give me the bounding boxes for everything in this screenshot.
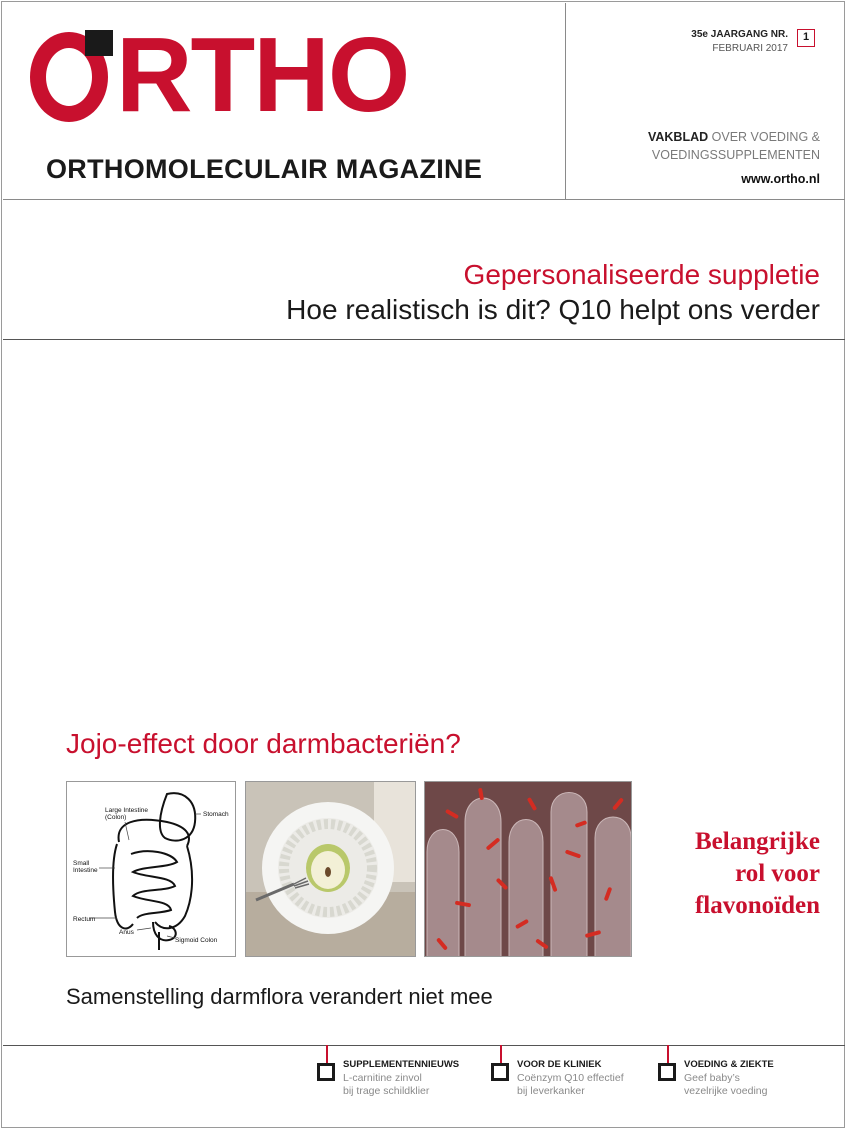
logo-black-square xyxy=(85,30,113,56)
teaser-category: SUPPLEMENTENNIEUWS xyxy=(343,1059,460,1070)
headline-subtitle: Hoe realistisch is dit? Q10 helpt ons verder xyxy=(286,294,820,325)
tagline-line2: VOEDINGSSUPPLEMENTEN xyxy=(651,148,820,162)
digestive-system-diagram xyxy=(66,781,236,957)
square-bullet-icon xyxy=(491,1063,509,1081)
tagline xyxy=(648,128,820,188)
teaser-line1: Geef baby’s xyxy=(684,1072,740,1084)
issue-date: FEBRUARI 2017 xyxy=(712,43,788,54)
feature-title: Jojo-effect door darmbacteriën? xyxy=(66,728,461,759)
website-link[interactable]: www.ortho.nl xyxy=(741,172,820,186)
label-large-intestine: Large Intestine xyxy=(105,807,149,814)
teaser-tick-line xyxy=(500,1045,502,1063)
teaser-category: VOEDING & ZIEKTE xyxy=(684,1059,774,1070)
tagline-line1: OVER VOEDING & xyxy=(708,130,820,144)
header-vertical-divider xyxy=(565,3,566,199)
side-note-flavonoiden xyxy=(695,826,820,922)
label-intestine: Intestine xyxy=(73,867,98,874)
tagline-bold: VAKBLAD xyxy=(647,130,709,144)
issue-edition: 35e JAARGANG NR. xyxy=(691,29,788,40)
teaser-tick-line xyxy=(667,1045,669,1063)
teaser-tick-line xyxy=(326,1045,328,1063)
square-bullet-icon xyxy=(658,1063,676,1081)
digestive-diagram-svg xyxy=(67,782,236,957)
square-bullet-icon xyxy=(317,1063,335,1081)
side-note-line: flavonoïden xyxy=(694,892,820,919)
footer-divider xyxy=(3,1045,845,1046)
magazine-subtitle: ORTHOMOLECULAIR MAGAZINE xyxy=(46,154,483,184)
label-anus: Anus xyxy=(119,929,134,936)
label-small: Small xyxy=(73,860,90,867)
teaser-line1: L-carnitine zinvol xyxy=(343,1072,422,1084)
headline-title: Gepersonaliseerde suppletie xyxy=(463,259,820,290)
headline-divider xyxy=(3,339,845,340)
label-rectum: Rectum xyxy=(73,916,96,923)
side-note-line: rol voor xyxy=(735,860,820,887)
apple-photo-svg xyxy=(246,782,416,957)
side-note-line: Belangrijke xyxy=(695,828,820,855)
teaser-line2: bij leverkanker xyxy=(517,1085,585,1097)
feature-subtitle: Samenstelling darmflora verandert niet mee xyxy=(66,984,493,1009)
issue-number-box: 1 xyxy=(797,29,815,47)
bacteria-photo-svg xyxy=(425,782,632,957)
gut-bacteria-photo xyxy=(424,781,632,957)
label-colon: (Colon) xyxy=(105,814,127,821)
logo-wordmark: RTHO xyxy=(116,16,409,134)
teaser-line2: bij trage schildklier xyxy=(343,1085,430,1097)
label-sigmoid-colon: Sigmoid Colon xyxy=(175,937,218,944)
teaser-category: VOOR DE KLINIEK xyxy=(517,1059,602,1070)
issue-info xyxy=(691,28,788,56)
apple-on-plate-photo xyxy=(245,781,416,957)
teaser-line1: Coënzym Q10 effectief xyxy=(517,1072,624,1084)
teaser-line2: vezelrijke voeding xyxy=(684,1085,768,1097)
label-stomach: Stomach xyxy=(203,811,229,818)
header-divider xyxy=(3,199,845,200)
